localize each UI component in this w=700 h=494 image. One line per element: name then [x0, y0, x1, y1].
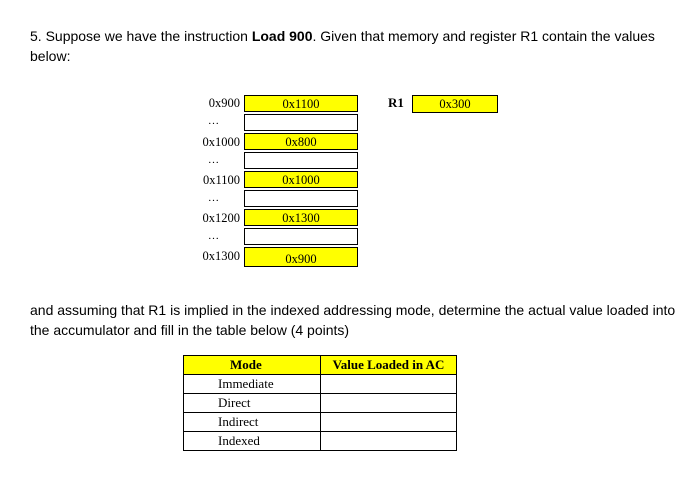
header-value: Value Loaded in AC: [321, 356, 457, 375]
ellipsis-1: ...: [208, 154, 220, 166]
table-row: [184, 394, 457, 413]
answer-table: [183, 355, 457, 451]
value-cell-immediate[interactable]: [321, 375, 457, 394]
register-value: 0x300: [412, 95, 498, 113]
register-label: R1: [388, 95, 404, 110]
ellipsis-3: ...: [208, 230, 220, 242]
mem-value-4: 0x900: [244, 247, 358, 267]
instruction-bold: Load 900: [251, 28, 313, 44]
mem-address-3: 0x1200: [202, 211, 240, 225]
instructions-text: and assuming that R1 is implied in the indexed addressing mode, determine the actual value loaded into the accumulator and fill in the table below (4 points): [30, 302, 676, 338]
value-cell-direct[interactable]: [321, 394, 457, 413]
mode-indirect: Indirect: [184, 413, 321, 432]
header-mode: Mode: [184, 356, 321, 375]
mem-address-1: 0x1000: [202, 135, 240, 149]
mem-gap-cell-2: [244, 190, 358, 207]
question-prefix: 5. Suppose we have the instruction: [30, 28, 252, 44]
table-row: [184, 413, 457, 432]
mem-address-0: 0x900: [208, 96, 240, 110]
mem-value-3: 0x1300: [244, 209, 358, 226]
mem-gap-cell-1: [244, 152, 358, 169]
mode-direct: Direct: [184, 394, 321, 413]
mode-immediate: Immediate: [184, 375, 321, 394]
mode-indexed: Indexed: [184, 432, 321, 451]
mem-gap-cell-0: [244, 114, 358, 131]
mem-value-0: 0x1100: [244, 95, 358, 112]
mem-gap-cell-3: [244, 228, 358, 245]
question-text: [30, 26, 670, 66]
table-row: [184, 432, 457, 451]
answer-table-header: [184, 356, 457, 375]
question-rest: . Given that memory and register R1 contain the values below:: [30, 28, 655, 64]
mem-value-1: 0x800: [244, 133, 358, 150]
mem-address-2: 0x1100: [202, 173, 240, 187]
ellipsis-0: ...: [208, 115, 220, 127]
mem-address-4: 0x1300: [202, 249, 240, 263]
value-cell-indirect[interactable]: [321, 413, 457, 432]
mem-value-2: 0x1000: [244, 171, 358, 188]
table-row: [184, 375, 457, 394]
value-cell-indexed[interactable]: [321, 432, 457, 451]
ellipsis-2: ...: [208, 192, 220, 204]
